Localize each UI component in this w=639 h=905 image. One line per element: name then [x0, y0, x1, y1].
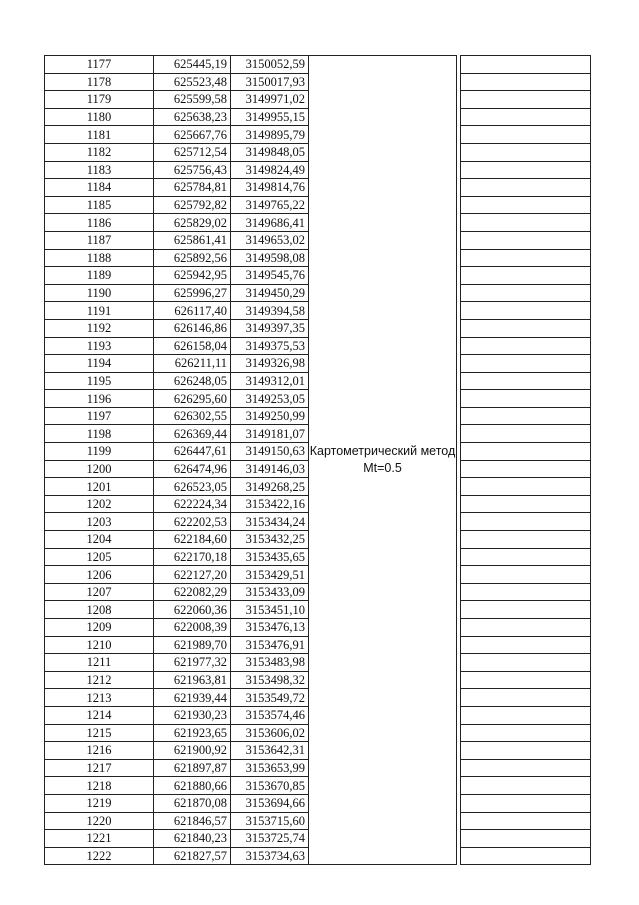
x-coordinate-cell: 625792,82	[154, 196, 231, 214]
empty-cell	[461, 759, 591, 777]
x-coordinate-cell: 625942,95	[154, 267, 231, 285]
x-coordinate-cell: 625599,58	[154, 91, 231, 109]
empty-cell	[461, 302, 591, 320]
y-coordinate-cell: 3153451,10	[231, 601, 309, 619]
y-coordinate-cell: 3149268,25	[231, 478, 309, 496]
point-number-cell: 1216	[45, 742, 154, 760]
empty-cell	[461, 619, 591, 637]
point-number-cell: 1207	[45, 583, 154, 601]
x-coordinate-cell: 622008,39	[154, 619, 231, 637]
y-coordinate-cell: 3153422,16	[231, 495, 309, 513]
empty-cell	[461, 443, 591, 461]
empty-cell	[461, 390, 591, 408]
x-coordinate-cell: 626146,86	[154, 319, 231, 337]
empty-cell	[461, 126, 591, 144]
point-number-cell: 1196	[45, 390, 154, 408]
empty-cell	[461, 654, 591, 672]
y-coordinate-cell: 3153433,09	[231, 583, 309, 601]
y-coordinate-cell: 3153734,63	[231, 847, 309, 865]
point-number-cell: 1222	[45, 847, 154, 865]
empty-cell	[461, 513, 591, 531]
empty-cell	[461, 689, 591, 707]
point-number-cell: 1206	[45, 566, 154, 584]
y-coordinate-cell: 3153574,46	[231, 706, 309, 724]
y-coordinate-cell: 3149394,58	[231, 302, 309, 320]
y-coordinate-cell: 3149598,08	[231, 249, 309, 267]
x-coordinate-cell: 621870,08	[154, 794, 231, 812]
x-coordinate-cell: 626248,05	[154, 372, 231, 390]
point-number-cell: 1202	[45, 495, 154, 513]
point-number-cell: 1219	[45, 794, 154, 812]
x-coordinate-cell: 625756,43	[154, 161, 231, 179]
x-coordinate-cell: 622202,53	[154, 513, 231, 531]
x-coordinate-cell: 621897,87	[154, 759, 231, 777]
empty-cell	[461, 214, 591, 232]
x-coordinate-cell: 621846,57	[154, 812, 231, 830]
x-coordinate-cell: 626369,44	[154, 425, 231, 443]
y-coordinate-cell: 3149848,05	[231, 143, 309, 161]
empty-cell	[461, 231, 591, 249]
x-coordinate-cell: 621900,92	[154, 742, 231, 760]
y-coordinate-cell: 3149686,41	[231, 214, 309, 232]
empty-cell	[461, 56, 591, 74]
y-coordinate-cell: 3153476,91	[231, 636, 309, 654]
point-number-cell: 1186	[45, 214, 154, 232]
point-number-cell: 1188	[45, 249, 154, 267]
empty-cell	[461, 267, 591, 285]
x-coordinate-cell: 621840,23	[154, 830, 231, 848]
y-coordinate-cell: 3153483,98	[231, 654, 309, 672]
y-coordinate-cell: 3153670,85	[231, 777, 309, 795]
empty-cell	[461, 196, 591, 214]
point-number-cell: 1211	[45, 654, 154, 672]
point-number-cell: 1200	[45, 460, 154, 478]
x-coordinate-cell: 621930,23	[154, 706, 231, 724]
point-number-cell: 1198	[45, 425, 154, 443]
y-coordinate-cell: 3153435,65	[231, 548, 309, 566]
empty-cell	[461, 425, 591, 443]
y-coordinate-cell: 3149895,79	[231, 126, 309, 144]
empty-cell	[461, 531, 591, 549]
y-coordinate-cell: 3149326,98	[231, 355, 309, 373]
point-number-cell: 1183	[45, 161, 154, 179]
empty-cell	[461, 143, 591, 161]
point-number-cell: 1192	[45, 319, 154, 337]
point-number-cell: 1187	[45, 231, 154, 249]
x-coordinate-cell: 626158,04	[154, 337, 231, 355]
empty-cell	[461, 179, 591, 197]
point-number-cell: 1182	[45, 143, 154, 161]
point-number-cell: 1193	[45, 337, 154, 355]
y-coordinate-cell: 3149397,35	[231, 319, 309, 337]
y-coordinate-cell: 3150017,93	[231, 73, 309, 91]
empty-cell	[461, 284, 591, 302]
y-coordinate-cell: 3149653,02	[231, 231, 309, 249]
point-number-cell: 1205	[45, 548, 154, 566]
empty-cell	[461, 108, 591, 126]
empty-cell	[461, 566, 591, 584]
empty-cell	[461, 407, 591, 425]
empty-cell	[461, 91, 591, 109]
empty-cell	[461, 337, 591, 355]
x-coordinate-cell: 621989,70	[154, 636, 231, 654]
method-cell: Картометрический метод Mt=0.5	[309, 56, 457, 865]
x-coordinate-cell: 622224,34	[154, 495, 231, 513]
y-coordinate-cell: 3149545,76	[231, 267, 309, 285]
y-coordinate-cell: 3153694,66	[231, 794, 309, 812]
y-coordinate-cell: 3153642,31	[231, 742, 309, 760]
empty-cell	[461, 583, 591, 601]
y-coordinate-cell: 3149312,01	[231, 372, 309, 390]
empty-cell	[461, 777, 591, 795]
x-coordinate-cell: 625667,76	[154, 126, 231, 144]
x-coordinate-cell: 626117,40	[154, 302, 231, 320]
point-number-cell: 1220	[45, 812, 154, 830]
y-coordinate-cell: 3153653,99	[231, 759, 309, 777]
y-coordinate-cell: 3153434,24	[231, 513, 309, 531]
point-number-cell: 1180	[45, 108, 154, 126]
x-coordinate-cell: 621923,65	[154, 724, 231, 742]
point-number-cell: 1195	[45, 372, 154, 390]
x-coordinate-cell: 621939,44	[154, 689, 231, 707]
empty-cell	[461, 706, 591, 724]
point-number-cell: 1178	[45, 73, 154, 91]
coordinates-table-body	[45, 56, 591, 865]
x-coordinate-cell: 626295,60	[154, 390, 231, 408]
point-number-cell: 1215	[45, 724, 154, 742]
point-number-cell: 1194	[45, 355, 154, 373]
point-number-cell: 1184	[45, 179, 154, 197]
x-coordinate-cell: 625861,41	[154, 231, 231, 249]
empty-cell	[461, 671, 591, 689]
y-coordinate-cell: 3153476,13	[231, 619, 309, 637]
y-coordinate-cell: 3149450,29	[231, 284, 309, 302]
point-number-cell: 1191	[45, 302, 154, 320]
y-coordinate-cell: 3149375,53	[231, 337, 309, 355]
y-coordinate-cell: 3149765,22	[231, 196, 309, 214]
x-coordinate-cell: 625892,56	[154, 249, 231, 267]
table-row	[45, 56, 591, 74]
point-number-cell: 1190	[45, 284, 154, 302]
y-coordinate-cell: 3149253,05	[231, 390, 309, 408]
point-number-cell: 1204	[45, 531, 154, 549]
x-coordinate-cell: 625829,02	[154, 214, 231, 232]
empty-cell	[461, 847, 591, 865]
point-number-cell: 1179	[45, 91, 154, 109]
point-number-cell: 1189	[45, 267, 154, 285]
x-coordinate-cell: 626474,96	[154, 460, 231, 478]
x-coordinate-cell: 625638,23	[154, 108, 231, 126]
x-coordinate-cell: 625996,27	[154, 284, 231, 302]
empty-cell	[461, 460, 591, 478]
empty-cell	[461, 601, 591, 619]
y-coordinate-cell: 3153725,74	[231, 830, 309, 848]
x-coordinate-cell: 626302,55	[154, 407, 231, 425]
y-coordinate-cell: 3149146,03	[231, 460, 309, 478]
y-coordinate-cell: 3153715,60	[231, 812, 309, 830]
x-coordinate-cell: 625445,19	[154, 56, 231, 74]
point-number-cell: 1217	[45, 759, 154, 777]
point-number-cell: 1208	[45, 601, 154, 619]
point-number-cell: 1210	[45, 636, 154, 654]
coordinates-table	[44, 55, 591, 865]
x-coordinate-cell: 622082,29	[154, 583, 231, 601]
point-number-cell: 1209	[45, 619, 154, 637]
y-coordinate-cell: 3149250,99	[231, 407, 309, 425]
x-coordinate-cell: 621880,66	[154, 777, 231, 795]
empty-cell	[461, 355, 591, 373]
empty-cell	[461, 742, 591, 760]
point-number-cell: 1203	[45, 513, 154, 531]
x-coordinate-cell: 625784,81	[154, 179, 231, 197]
empty-cell	[461, 319, 591, 337]
x-coordinate-cell: 621827,57	[154, 847, 231, 865]
point-number-cell: 1221	[45, 830, 154, 848]
y-coordinate-cell: 3149181,07	[231, 425, 309, 443]
x-coordinate-cell: 622060,36	[154, 601, 231, 619]
y-coordinate-cell: 3149971,02	[231, 91, 309, 109]
empty-cell	[461, 73, 591, 91]
y-coordinate-cell: 3149824,49	[231, 161, 309, 179]
empty-cell	[461, 249, 591, 267]
y-coordinate-cell: 3150052,59	[231, 56, 309, 74]
x-coordinate-cell: 622170,18	[154, 548, 231, 566]
point-number-cell: 1197	[45, 407, 154, 425]
y-coordinate-cell: 3153549,72	[231, 689, 309, 707]
point-number-cell: 1181	[45, 126, 154, 144]
y-coordinate-cell: 3153606,02	[231, 724, 309, 742]
empty-cell	[461, 636, 591, 654]
point-number-cell: 1199	[45, 443, 154, 461]
x-coordinate-cell: 626447,61	[154, 443, 231, 461]
empty-cell	[461, 830, 591, 848]
point-number-cell: 1213	[45, 689, 154, 707]
empty-cell	[461, 794, 591, 812]
point-number-cell: 1214	[45, 706, 154, 724]
y-coordinate-cell: 3153432,25	[231, 531, 309, 549]
empty-cell	[461, 548, 591, 566]
x-coordinate-cell: 622184,60	[154, 531, 231, 549]
empty-cell	[461, 372, 591, 390]
y-coordinate-cell: 3149150,63	[231, 443, 309, 461]
y-coordinate-cell: 3149814,76	[231, 179, 309, 197]
x-coordinate-cell: 625523,48	[154, 73, 231, 91]
empty-cell	[461, 478, 591, 496]
point-number-cell: 1212	[45, 671, 154, 689]
point-number-cell: 1218	[45, 777, 154, 795]
y-coordinate-cell: 3153429,51	[231, 566, 309, 584]
point-number-cell: 1201	[45, 478, 154, 496]
x-coordinate-cell: 626211,11	[154, 355, 231, 373]
y-coordinate-cell: 3149955,15	[231, 108, 309, 126]
x-coordinate-cell: 626523,05	[154, 478, 231, 496]
empty-cell	[461, 812, 591, 830]
x-coordinate-cell: 625712,54	[154, 143, 231, 161]
point-number-cell: 1177	[45, 56, 154, 74]
x-coordinate-cell: 621977,32	[154, 654, 231, 672]
empty-cell	[461, 495, 591, 513]
empty-cell	[461, 161, 591, 179]
point-number-cell: 1185	[45, 196, 154, 214]
y-coordinate-cell: 3153498,32	[231, 671, 309, 689]
empty-cell	[461, 724, 591, 742]
x-coordinate-cell: 622127,20	[154, 566, 231, 584]
x-coordinate-cell: 621963,81	[154, 671, 231, 689]
